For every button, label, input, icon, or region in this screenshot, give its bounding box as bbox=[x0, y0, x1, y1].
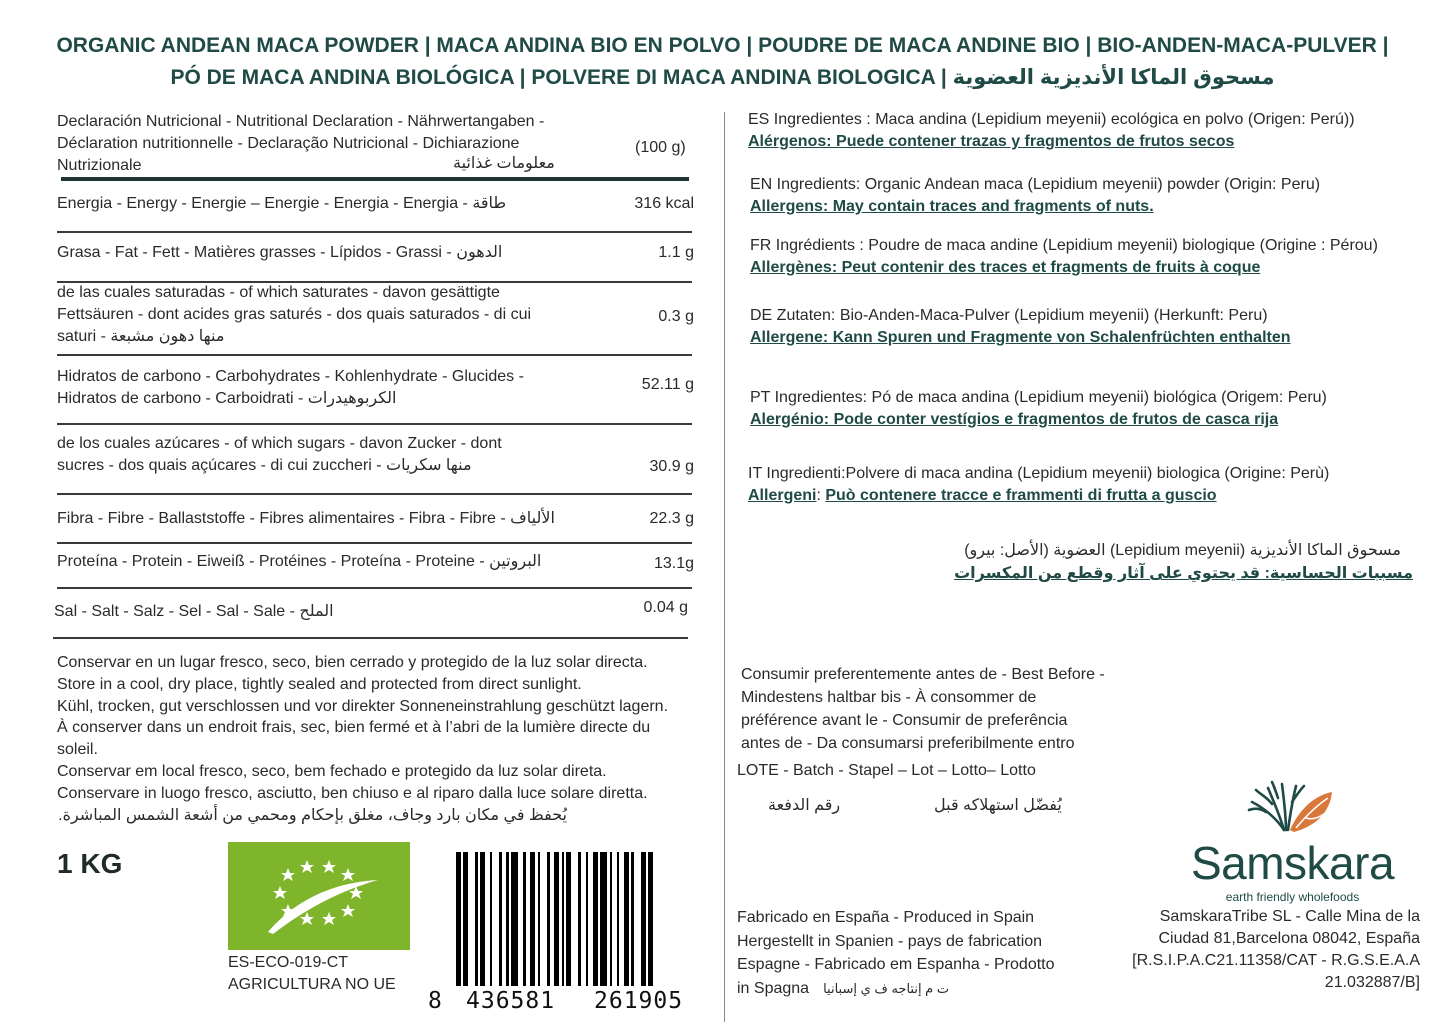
column-divider bbox=[724, 112, 725, 1022]
barcode-bar bbox=[538, 852, 540, 986]
barcode-bar bbox=[648, 852, 653, 986]
product-title bbox=[20, 30, 1425, 94]
ingredients-text: FR Ingrédients : Poudre de maca andine (Lepidium meyenii) biologique (Origine : Pérou) bbox=[750, 237, 1378, 254]
row-rule bbox=[57, 587, 692, 589]
ingredients-ar-text: مسحوق الماكا الأنديزية (Lepidium meyenii) العضوية (الأصل: بيرو) bbox=[964, 542, 1401, 559]
best-before bbox=[741, 663, 1141, 755]
row-label bbox=[57, 242, 597, 264]
row-label bbox=[57, 433, 597, 477]
row-value: 22.3 g bbox=[649, 510, 694, 527]
row-label-line: Fibra - Fibre - Ballaststoffe - Fibres alimentaires - Fibra - Fibre - الألياف bbox=[57, 510, 555, 527]
company-line: SamskaraTribe SL - Calle Mina de la bbox=[1159, 908, 1420, 925]
title-line-1: ORGANIC ANDEAN MACA POWDER | MACA ANDINA BIO EN POLVO | POUDRE DE MACA ANDINE BIO | BIO-ANDEN-MACA-PULVER | bbox=[56, 34, 1389, 57]
best-before-line: antes de - Da consumarsi preferibilmente entro bbox=[741, 735, 1075, 752]
nutrition-header-line: Déclaration nutritionnelle - Declaração Nutricional - Dichiarazione bbox=[57, 135, 520, 152]
barcode-left-digits: 436581 bbox=[466, 988, 556, 1014]
coral-tree-icon bbox=[1246, 778, 1338, 834]
net-weight: 1 KG bbox=[57, 848, 123, 879]
barcode-bar bbox=[480, 852, 485, 986]
barcode-bar bbox=[641, 852, 646, 986]
barcode-first-digit: 8 bbox=[428, 988, 442, 1014]
storage-line: soleil. bbox=[57, 741, 98, 759]
barcode-bar bbox=[617, 852, 619, 986]
allergen-label: Allergene: Kann Spuren und Fragmente von Schalenfrüchten enthalten bbox=[750, 329, 1291, 346]
ingredients-text: ES Ingredientes : Maca andina (Lepidium meyenii) ecológica en polvo (Origen: Perú)) bbox=[748, 111, 1355, 128]
row-label-line: de los cuales azúcares - of which sugars - davon Zucker - dont bbox=[57, 435, 502, 452]
barcode-bar bbox=[523, 852, 525, 986]
row-label-line: Grasa - Fat - Fett - Matières grasses - Lípidos - Grassi - الدهون bbox=[57, 244, 503, 261]
barcode-bar bbox=[463, 852, 468, 986]
barcode-bar bbox=[566, 852, 571, 986]
barcode-bar bbox=[547, 852, 549, 986]
barcode-bar bbox=[530, 852, 535, 986]
row-label bbox=[57, 282, 597, 348]
row-label bbox=[57, 366, 597, 410]
barcode-bar bbox=[593, 852, 598, 986]
eu-organic-logo bbox=[228, 842, 410, 950]
ingredients-text: DE Zutaten: Bio-Anden-Maca-Pulver (Lepidium meyenii) (Herkunft: Peru) bbox=[750, 307, 1268, 324]
row-rule bbox=[53, 637, 688, 639]
row-label bbox=[57, 508, 597, 530]
barcode-bars bbox=[456, 852, 688, 986]
header-rule bbox=[61, 177, 689, 181]
batch-arabic: رقم الدفعة bbox=[768, 797, 841, 814]
storage-line: Kühl, trocken, gut verschlossen und vor direkter Sonneneinstrahlung geschützt lagern. bbox=[57, 697, 669, 715]
best-before-line: Mindestens haltbar bis - À consommer de bbox=[741, 689, 1037, 706]
ingredients-pt bbox=[750, 387, 1327, 431]
row-value: 13.1g bbox=[653, 555, 694, 572]
allergens-text bbox=[750, 196, 1320, 218]
eu-leaf-icon bbox=[228, 842, 410, 950]
eco-certification bbox=[228, 952, 396, 996]
allergen-label: Alérgenos: Puede contener trazas y fragmentos de frutos secos bbox=[748, 133, 1235, 150]
barcode-right-digits: 261905 bbox=[594, 988, 684, 1014]
row-label-line: Energia - Energy - Energie – Energie - Energia - Energia - طاقة bbox=[57, 195, 507, 212]
row-label-line: Sal - Salt - Salz - Sel - Sal - Sale - الملح bbox=[54, 603, 334, 620]
row-value: 1.1 g bbox=[658, 244, 694, 261]
ingredients-en bbox=[750, 174, 1320, 218]
storage-line: À conserver dans un endroit frais, sec, bien fermé et à l’abri de la lumière directe du bbox=[57, 719, 651, 737]
row-value: 0.3 g bbox=[658, 308, 694, 325]
row-rule bbox=[57, 542, 692, 544]
allergen-label: Allergens: May contain traces and fragments of nuts. bbox=[750, 198, 1154, 215]
row-label-line: Hidratos de carbono - Carboidrati - الكربوهيدرات bbox=[57, 390, 397, 407]
barcode-bar bbox=[506, 852, 508, 986]
barcode-bar bbox=[499, 852, 501, 986]
ingredients-es bbox=[748, 109, 1355, 153]
best-before-line: Consumir preferentemente antes de - Best Before - bbox=[741, 666, 1105, 683]
made-in-arabic: ت م إنتاجه ف ي إسبانيا bbox=[823, 980, 950, 996]
storage-line-arabic: يُحفظ في مكان بارد وجاف، مغلق بإحكام ومحمي من أشعة الشمس المباشرة. bbox=[58, 806, 567, 824]
barcode-bar bbox=[610, 852, 612, 986]
ingredients-text: EN Ingredients: Organic Andean maca (Lepidium meyenii) powder (Origin: Peru) bbox=[750, 176, 1321, 193]
company-line: [R.S.I.P.A.C21.11358/CAT - R.G.S.E.A.A bbox=[1132, 952, 1420, 969]
allergen-label: Alergénio: Pode conter vestígios e fragmentos de frutos de casca rija bbox=[750, 411, 1279, 428]
storage-line: Conservar em local fresco, seco, bem fechado e protegido da luz solar direta. bbox=[57, 762, 607, 780]
row-label-line: de las cuales saturadas - of which saturates - davon gesättigte bbox=[57, 284, 500, 301]
allergen-label: Allergeni bbox=[748, 487, 817, 504]
storage-line: Store in a cool, dry place, tightly sealed and protected from direct sunlight. bbox=[57, 675, 582, 693]
company-line: 21.032887/B] bbox=[1324, 974, 1420, 991]
allergens-text bbox=[750, 327, 1291, 349]
made-in-line: Fabricado en España - Produced in Spain bbox=[737, 909, 1035, 926]
eco-code: ES-ECO-019-CT bbox=[228, 954, 349, 971]
eco-origin: AGRICULTURA NO UE bbox=[228, 976, 396, 993]
made-in bbox=[737, 906, 1087, 1000]
brand-tagline: earth friendly wholefoods bbox=[1225, 890, 1360, 904]
best-before-arabic: يُفضّل استهلاكه قبل bbox=[934, 797, 1062, 814]
row-label-line: Proteína - Protein - Eiweiß - Protéines - Proteína - Proteine - البروتين bbox=[57, 553, 542, 570]
barcode-bar bbox=[600, 852, 607, 986]
brand-name: Samskara bbox=[1190, 837, 1395, 889]
allergens-text bbox=[748, 131, 1355, 153]
nutrition-header-line: Declaración Nutricional - Nutritional Declaration - Nährwertangaben - bbox=[57, 113, 545, 130]
best-before-line: préférence avant le - Consumir de preferência bbox=[741, 712, 1068, 729]
barcode-bar bbox=[475, 852, 477, 986]
row-label bbox=[54, 601, 594, 623]
ingredients-text: PT Ingredientes: Pó de maca andina (Lepidium meyenii) biológica (Origem: Peru) bbox=[750, 389, 1327, 406]
allergen-label: Allergènes: Peut contenir des traces et fragments de fruits à coque bbox=[750, 259, 1261, 276]
row-label bbox=[57, 193, 597, 215]
row-rule bbox=[57, 493, 692, 495]
row-rule bbox=[57, 231, 692, 233]
storage-line: Conservar en un lugar fresco, seco, bien cerrado y protegido de la luz solar directa. bbox=[57, 654, 648, 671]
row-value: 30.9 g bbox=[649, 458, 694, 475]
nutrition-header-arabic: معلومات غذائية bbox=[453, 155, 555, 172]
row-label-line: Hidratos de carbono - Carbohydrates - Kohlenhydrate - Glucides - bbox=[57, 368, 524, 385]
barcode-bar bbox=[490, 852, 492, 986]
ingredients-it bbox=[748, 463, 1329, 507]
made-in-line bbox=[737, 977, 1087, 1001]
barcode-bar bbox=[456, 852, 461, 986]
row-label-line: sucres - dos quais açúcares - di cui zuccheri - منها سكريات bbox=[57, 457, 472, 474]
lot-label: LOTE - Batch - Stapel – Lot – Lotto– Lotto bbox=[737, 762, 1036, 779]
storage-line: Conservare in luogo fresco, asciutto, ben chiuso e al riparo dalla luce solare diretta. bbox=[57, 784, 648, 802]
row-rule bbox=[57, 354, 692, 356]
company-line: Ciudad 81,Barcelona 08042, España bbox=[1158, 930, 1420, 947]
title-line-2: PÓ DE MACA ANDINA BIOLÓGICA | POLVERE DI MACA ANDINA BIOLOGICA | مسحوق الماكا الأنديزية العضوية bbox=[170, 66, 1275, 89]
allergens-text bbox=[750, 409, 1327, 431]
row-label bbox=[57, 551, 597, 573]
barcode-bar bbox=[586, 852, 588, 986]
storage-instructions bbox=[57, 652, 717, 826]
barcode-bar bbox=[624, 852, 629, 986]
row-label-line: Fettsäuren - dont acides gras saturés - dos quais saturados - di cui bbox=[57, 306, 532, 323]
per-100g: (100 g) bbox=[635, 139, 686, 156]
row-rule bbox=[57, 423, 692, 425]
samskara-logo bbox=[1170, 778, 1415, 906]
row-value: 52.11 g bbox=[641, 376, 694, 393]
row-value: 316 kcal bbox=[634, 195, 694, 212]
made-in-line: Hergestellt in Spanien - pays de fabrication bbox=[737, 932, 1043, 950]
ingredients-text: IT Ingredienti:Polvere di maca andina (Lepidium meyenii) biologica (Origine: Perù) bbox=[748, 465, 1330, 482]
barcode-bar bbox=[631, 852, 633, 986]
allergens-text bbox=[748, 485, 1329, 507]
allergen-rest: Può contenere tracce e frammenti di frutta a guscio bbox=[825, 487, 1217, 504]
barcode-bar bbox=[578, 852, 580, 986]
allergens-text bbox=[750, 257, 1378, 279]
company-address bbox=[1110, 906, 1420, 994]
row-label-line: saturi - منها دهون مشبعة bbox=[57, 328, 225, 345]
allergen-label: مسببات الحساسية: قد يحتوي على آثار وقطع من المكسرات bbox=[954, 565, 1413, 582]
barcode bbox=[428, 852, 690, 1012]
nutrition-header-line: Nutrizionale bbox=[57, 157, 142, 174]
barcode-bar bbox=[511, 852, 518, 986]
allergen-colon: : bbox=[816, 487, 826, 504]
ingredients-ar-allergen bbox=[954, 563, 1413, 585]
made-in-line: Espagne - Fabricado em Espanha - Prodotto bbox=[737, 956, 1055, 973]
barcode-bar bbox=[554, 852, 559, 986]
ingredients-fr bbox=[750, 235, 1378, 279]
barcode-bar bbox=[562, 852, 564, 986]
ingredients-de bbox=[750, 305, 1291, 349]
made-in-last: in Spagna bbox=[737, 979, 810, 997]
row-value: 0.04 g bbox=[643, 599, 688, 616]
